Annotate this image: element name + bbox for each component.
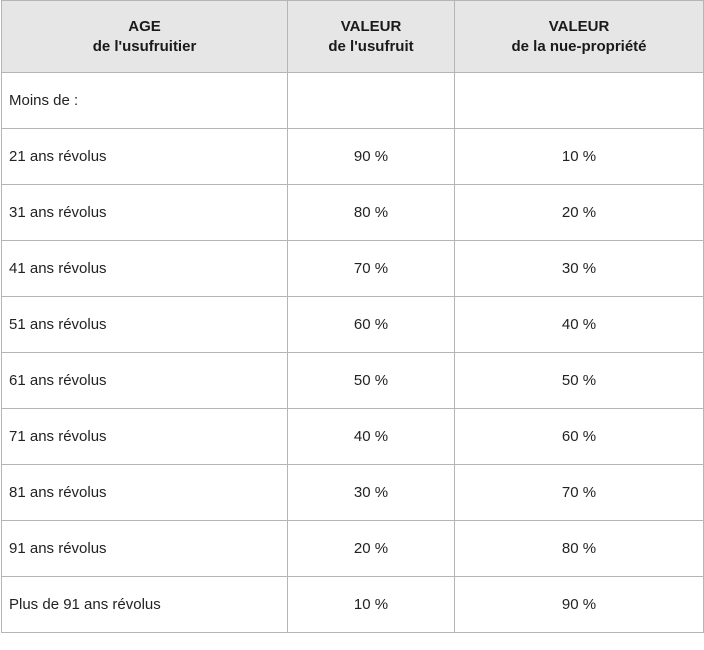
age-cell: 51 ans révolus: [2, 297, 288, 353]
table-row: [2, 465, 704, 521]
age-cell: 61 ans révolus: [2, 353, 288, 409]
usufruit-cell: 90 %: [288, 129, 455, 185]
usufruit-cell: [288, 73, 455, 129]
nue-propriete-cell: 50 %: [455, 353, 704, 409]
age-cell: Moins de :: [2, 73, 288, 129]
nue-propriete-cell: 40 %: [455, 297, 704, 353]
header-age: [2, 1, 288, 73]
nue-propriete-cell: 90 %: [455, 577, 704, 633]
header-usufruit-line2: de l'usufruit: [328, 37, 414, 55]
usufruit-cell: 30 %: [288, 465, 455, 521]
nue-propriete-cell: 30 %: [455, 241, 704, 297]
nue-propriete-cell: 60 %: [455, 409, 704, 465]
nue-propriete-cell: 80 %: [455, 521, 704, 577]
header-row: [2, 1, 704, 73]
nue-propriete-cell: 20 %: [455, 185, 704, 241]
usufruit-cell: 60 %: [288, 297, 455, 353]
usufruit-cell: 20 %: [288, 521, 455, 577]
age-cell: 71 ans révolus: [2, 409, 288, 465]
table-row: [2, 73, 704, 129]
age-cell: Plus de 91 ans révolus: [2, 577, 288, 633]
nue-propriete-cell: 70 %: [455, 465, 704, 521]
table-row: [2, 129, 704, 185]
header-nue-propriete: [455, 1, 704, 73]
usufruit-cell: 80 %: [288, 185, 455, 241]
usufruit-cell: 10 %: [288, 577, 455, 633]
usufruct-table: [1, 0, 704, 633]
age-cell: 81 ans révolus: [2, 465, 288, 521]
header-usufruit: [288, 1, 455, 73]
usufruit-cell: 40 %: [288, 409, 455, 465]
table-row: [2, 241, 704, 297]
header-age-line2: de l'usufruitier: [92, 37, 197, 55]
header-age-line1: AGE: [128, 17, 161, 35]
table-row: [2, 521, 704, 577]
usufruit-cell: 50 %: [288, 353, 455, 409]
table-row: [2, 409, 704, 465]
age-cell: 21 ans révolus: [2, 129, 288, 185]
table-row: [2, 185, 704, 241]
header-nue-propriete-line2: de la nue-propriété: [511, 37, 647, 55]
table-row: [2, 297, 704, 353]
header-usufruit-line1: VALEUR: [340, 17, 402, 35]
age-cell: 41 ans révolus: [2, 241, 288, 297]
age-cell: 31 ans révolus: [2, 185, 288, 241]
nue-propriete-cell: [455, 73, 704, 129]
table-row: [2, 577, 704, 633]
header-nue-propriete-line1: VALEUR: [548, 17, 610, 35]
nue-propriete-cell: 10 %: [455, 129, 704, 185]
age-cell: 91 ans révolus: [2, 521, 288, 577]
table-row: [2, 353, 704, 409]
usufruit-cell: 70 %: [288, 241, 455, 297]
